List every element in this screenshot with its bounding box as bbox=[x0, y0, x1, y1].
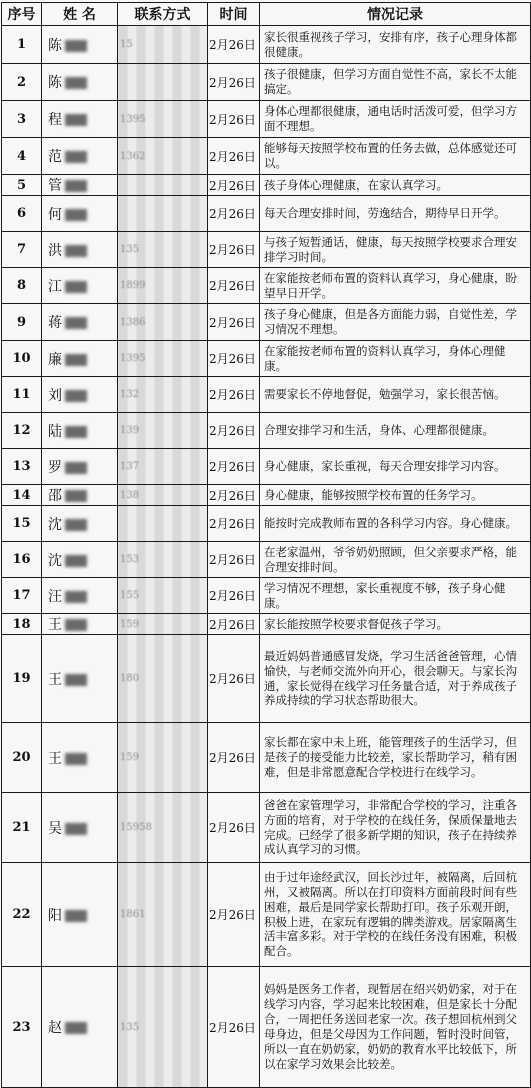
row-number: 21 bbox=[2, 793, 42, 863]
record-date: 2月26日 bbox=[208, 449, 260, 485]
row-number: 22 bbox=[2, 863, 42, 967]
table-row bbox=[2, 967, 531, 1088]
student-name: 吴 bbox=[42, 793, 118, 863]
record-date: 2月26日 bbox=[208, 64, 260, 101]
record-note: 在老家温州，爷爷奶奶照顾，但父亲要求严格，能合理安排时间。 bbox=[260, 542, 531, 578]
student-name: 王 bbox=[42, 723, 118, 793]
row-number: 23 bbox=[2, 967, 42, 1088]
record-note: 孩子很健康，但学习方面自觉性不高，家长不太能搞定。 bbox=[260, 64, 531, 101]
table-row bbox=[2, 26, 531, 64]
record-date: 2月26日 bbox=[208, 506, 260, 542]
student-name: 刘 bbox=[42, 377, 118, 413]
record-date: 2月26日 bbox=[208, 635, 260, 723]
record-date: 2月26日 bbox=[208, 614, 260, 635]
header-note: 情况记录 bbox=[260, 3, 531, 26]
redaction-mark bbox=[65, 354, 87, 366]
contact-phone: 137 bbox=[118, 449, 208, 485]
record-date: 2月26日 bbox=[208, 863, 260, 967]
table-row bbox=[2, 506, 531, 542]
redaction-mark bbox=[65, 40, 87, 52]
contact-phone bbox=[118, 506, 208, 542]
student-record-table bbox=[1, 2, 531, 1088]
student-name: 何 bbox=[42, 196, 118, 232]
row-number: 4 bbox=[2, 138, 42, 175]
row-number: 17 bbox=[2, 578, 42, 614]
row-number: 3 bbox=[2, 101, 42, 138]
row-number: 9 bbox=[2, 304, 42, 341]
student-name: 江 bbox=[42, 268, 118, 304]
redaction-mark bbox=[65, 555, 87, 567]
record-date: 2月26日 bbox=[208, 175, 260, 196]
redaction-mark bbox=[65, 180, 87, 192]
contact-phone: 1861 bbox=[118, 863, 208, 967]
table-row bbox=[2, 304, 531, 341]
table-row bbox=[2, 723, 531, 793]
student-name: 洪 bbox=[42, 232, 118, 268]
record-note: 孩子身心健康，但是各方面能力弱，自觉性差，学习情况不理想。 bbox=[260, 304, 531, 341]
record-note: 能够每天按照学校布置的任务去做，总体感觉还可以。 bbox=[260, 138, 531, 175]
record-date: 2月26日 bbox=[208, 485, 260, 506]
table-row bbox=[2, 341, 531, 377]
redaction-mark bbox=[65, 317, 87, 329]
record-date: 2月26日 bbox=[208, 542, 260, 578]
table-row bbox=[2, 449, 531, 485]
record-date: 2月26日 bbox=[208, 341, 260, 377]
student-name: 陆 bbox=[42, 413, 118, 449]
redaction-mark bbox=[65, 490, 87, 502]
row-number: 10 bbox=[2, 341, 42, 377]
student-name: 沈 bbox=[42, 506, 118, 542]
contact-phone: 180 bbox=[118, 635, 208, 723]
record-date: 2月26日 bbox=[208, 268, 260, 304]
contact-phone: 138 bbox=[118, 485, 208, 506]
redaction-mark bbox=[65, 910, 87, 922]
record-date: 2月26日 bbox=[208, 377, 260, 413]
record-note: 由于过年途经武汉，回长沙过年，被隔离，后回杭州，又被隔离。所以在打印资料方面前段时间有些困难，最后是同学家长帮助打印。孩子乐观开朗，积极上进，在家玩有逻辑的牌类游戏。居家隔离生活丰富多彩。对于学校的在线任务没有困难，积极配合。 bbox=[260, 863, 531, 967]
table-row bbox=[2, 614, 531, 635]
contact-phone: 159 bbox=[118, 723, 208, 793]
record-note: 爸爸在家管理学习，非常配合学校的学习，注重各方面的培育，对于学校的在线任务，保质保量地去完成。已经学了很多新学期的知识，孩子在持续养成认真学习的习惯。 bbox=[260, 793, 531, 863]
table-header-row bbox=[2, 3, 531, 26]
contact-phone: 135 bbox=[118, 232, 208, 268]
header-phone: 联系方式 bbox=[118, 3, 208, 26]
row-number: 15 bbox=[2, 506, 42, 542]
record-note: 家长都在家中未上班，能管理孩子的生活学习，但是孩子的接受能力比较差，家长帮助学习，稍有困难，但是非常愿意配合学校进行在线学习。 bbox=[260, 723, 531, 793]
redaction-mark bbox=[65, 753, 87, 765]
table-row bbox=[2, 196, 531, 232]
contact-phone bbox=[118, 196, 208, 232]
table-row bbox=[2, 578, 531, 614]
contact-phone: 1362 bbox=[118, 138, 208, 175]
contact-phone: 139 bbox=[118, 413, 208, 449]
row-number: 16 bbox=[2, 542, 42, 578]
record-note: 身心健康，家长重视，每天合理安排学习内容。 bbox=[260, 449, 531, 485]
row-number: 13 bbox=[2, 449, 42, 485]
record-note: 学习情况不理想，家长重视度不够，孩子身心健康。 bbox=[260, 578, 531, 614]
row-number: 2 bbox=[2, 64, 42, 101]
redaction-mark bbox=[65, 1022, 87, 1034]
record-note: 身心健康，能够按照学校布置的任务学习。 bbox=[260, 485, 531, 506]
contact-phone: 1386 bbox=[118, 304, 208, 341]
table-row bbox=[2, 542, 531, 578]
redaction-mark bbox=[65, 519, 87, 531]
record-note: 身体心理都很健康，通电话时活泼可爱，但学习方面不理想。 bbox=[260, 101, 531, 138]
row-number: 14 bbox=[2, 485, 42, 506]
student-name: 范 bbox=[42, 138, 118, 175]
student-name: 汪 bbox=[42, 578, 118, 614]
redaction-mark bbox=[65, 245, 87, 257]
table-row bbox=[2, 101, 531, 138]
record-date: 2月26日 bbox=[208, 26, 260, 64]
student-name: 罗 bbox=[42, 449, 118, 485]
student-name: 王 bbox=[42, 614, 118, 635]
contact-phone: 155 bbox=[118, 578, 208, 614]
record-date: 2月26日 bbox=[208, 138, 260, 175]
row-number: 7 bbox=[2, 232, 42, 268]
row-number: 18 bbox=[2, 614, 42, 635]
row-number: 20 bbox=[2, 723, 42, 793]
student-name: 廉 bbox=[42, 341, 118, 377]
student-name: 阳 bbox=[42, 863, 118, 967]
redaction-mark bbox=[65, 77, 87, 89]
header-num: 序号 bbox=[2, 3, 42, 26]
row-number: 11 bbox=[2, 377, 42, 413]
contact-phone: 1395 bbox=[118, 101, 208, 138]
record-note: 每天合理安排时间，劳逸结合，期待早日开学。 bbox=[260, 196, 531, 232]
record-note: 妈妈是医务工作者，现暂居在绍兴奶奶家，对于在线学习内容，学习起来比较困难，但是家长十分配合，一周把任务送回老家一次。孩子想回杭州到父母身边，但是父母因为工作问题，暂时没时间管，所以一直在奶奶家，奶奶的教育水平比较低下，所以在家学习效果会比较差。 bbox=[260, 967, 531, 1088]
table-row bbox=[2, 635, 531, 723]
redaction-mark bbox=[65, 619, 87, 631]
table-row bbox=[2, 793, 531, 863]
redaction-mark bbox=[65, 390, 87, 402]
header-date: 时间 bbox=[208, 3, 260, 26]
table-row bbox=[2, 377, 531, 413]
redaction-mark bbox=[65, 151, 87, 163]
table-row bbox=[2, 863, 531, 967]
student-name: 赵 bbox=[42, 967, 118, 1088]
record-note: 需要家长不停地督促，勉强学习，家长很苦恼。 bbox=[260, 377, 531, 413]
record-note: 在家能按老师布置的资料认真学习，身心健康，盼望早日开学。 bbox=[260, 268, 531, 304]
table-row bbox=[2, 64, 531, 101]
student-name: 王 bbox=[42, 635, 118, 723]
contact-phone: 159 bbox=[118, 614, 208, 635]
header-name: 姓 名 bbox=[42, 3, 118, 26]
record-note: 最近妈妈普通感冒发烧，学习生活爸爸管理，心情愉快，与老师交流外向开心，很会聊天。与家长沟通，家长觉得在线学习任务量合适，对于养成孩子养成持续的学习状态帮助很大。 bbox=[260, 635, 531, 723]
row-number: 5 bbox=[2, 175, 42, 196]
redaction-mark bbox=[65, 674, 87, 686]
contact-phone bbox=[118, 64, 208, 101]
redaction-mark bbox=[65, 209, 87, 221]
contact-phone: 15958 bbox=[118, 793, 208, 863]
table-row bbox=[2, 268, 531, 304]
contact-phone: 15 bbox=[118, 26, 208, 64]
contact-phone: 135 bbox=[118, 967, 208, 1088]
table-row bbox=[2, 175, 531, 196]
table-body bbox=[2, 26, 531, 1088]
redaction-mark bbox=[65, 462, 87, 474]
record-date: 2月26日 bbox=[208, 578, 260, 614]
record-note: 家长很重视孩子学习，安排有序，孩子心理身体都很健康。 bbox=[260, 26, 531, 64]
contact-phone: 132 bbox=[118, 377, 208, 413]
student-name: 陈 bbox=[42, 64, 118, 101]
row-number: 1 bbox=[2, 26, 42, 64]
redaction-mark bbox=[65, 823, 87, 835]
contact-phone: 1395 bbox=[118, 341, 208, 377]
student-name: 管 bbox=[42, 175, 118, 196]
student-name: 陈 bbox=[42, 26, 118, 64]
redaction-mark bbox=[65, 114, 87, 126]
record-note: 与孩子短暂通话，健康，每天按照学校要求合理安排学习时间。 bbox=[260, 232, 531, 268]
table-row bbox=[2, 413, 531, 449]
record-date: 2月26日 bbox=[208, 967, 260, 1088]
row-number: 6 bbox=[2, 196, 42, 232]
contact-phone bbox=[118, 175, 208, 196]
record-note: 家长能按照学校要求督促孩子学习。 bbox=[260, 614, 531, 635]
record-date: 2月26日 bbox=[208, 413, 260, 449]
student-name: 程 bbox=[42, 101, 118, 138]
record-note: 能按时完成教师布置的各科学习内容。身心健康。 bbox=[260, 506, 531, 542]
table-row bbox=[2, 138, 531, 175]
row-number: 12 bbox=[2, 413, 42, 449]
redaction-mark bbox=[65, 426, 87, 438]
redaction-mark bbox=[65, 281, 87, 293]
record-date: 2月26日 bbox=[208, 196, 260, 232]
row-number: 8 bbox=[2, 268, 42, 304]
contact-phone: 153 bbox=[118, 542, 208, 578]
row-number: 19 bbox=[2, 635, 42, 723]
record-date: 2月26日 bbox=[208, 232, 260, 268]
record-note: 合理安排学习和生活，身体、心理都很健康。 bbox=[260, 413, 531, 449]
table-row bbox=[2, 232, 531, 268]
student-name: 沈 bbox=[42, 542, 118, 578]
student-name: 邵 bbox=[42, 485, 118, 506]
table-row bbox=[2, 485, 531, 506]
record-note: 孩子身体心理健康，在家认真学习。 bbox=[260, 175, 531, 196]
redaction-mark bbox=[65, 591, 87, 603]
contact-phone: 1899 bbox=[118, 268, 208, 304]
record-date: 2月26日 bbox=[208, 304, 260, 341]
student-name: 蒋 bbox=[42, 304, 118, 341]
record-note: 在家能按老师布置的资料认真学习，身体心理健康。 bbox=[260, 341, 531, 377]
record-date: 2月26日 bbox=[208, 101, 260, 138]
record-date: 2月26日 bbox=[208, 723, 260, 793]
record-date: 2月26日 bbox=[208, 793, 260, 863]
